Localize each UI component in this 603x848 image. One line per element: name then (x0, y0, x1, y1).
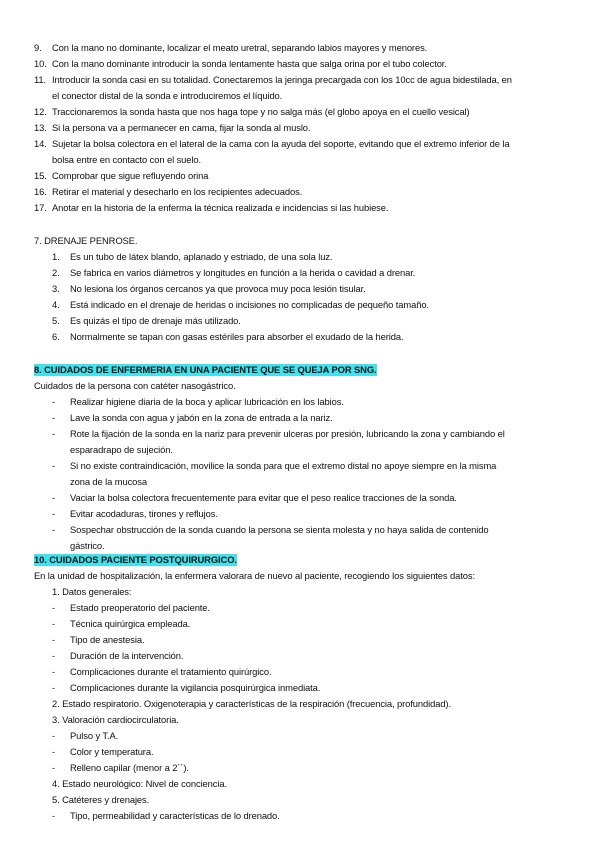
bullet: - (52, 634, 56, 645)
bullet-text: Duración de la intervención. (70, 650, 184, 661)
list-number: 3. (52, 283, 60, 294)
bullet-text: Relleno capilar (menor a 2´´). (70, 762, 189, 773)
group-title: 2. Estado respiratorio. Oxigenoterapia y características de la respiración (frecuencia, profundidad). (52, 698, 451, 709)
step-text: Con la mano no dominante, localizar el meato uretral, separando labios mayores y menores. (52, 42, 428, 53)
bullet: - (52, 508, 56, 519)
bullet-text: Vaciar la bolsa colectora frecuentemente para evitar que el peso realice tracciones de la sonda. (70, 492, 457, 503)
list-text: Es un tubo de látex blando, aplanado y estriado, de una sola luz. (70, 251, 333, 262)
step-number: 10. (34, 58, 47, 69)
bullet-text: Color y temperatura. (70, 746, 154, 757)
list-number: 1. (52, 251, 60, 262)
bullet: - (52, 602, 56, 613)
list-number: 5. (52, 315, 60, 326)
step-number: 13. (34, 122, 47, 133)
list-text: Está indicado en el drenaje de heridas o incisiones no complicadas de pequeño tamaño. (70, 299, 429, 310)
list-text: Es quizás el tipo de drenaje más utilizado. (70, 315, 241, 326)
group-title: 1. Datos generales: (52, 586, 132, 597)
bullet-text: Tipo, permeabilidad y características de lo drenado. (70, 810, 280, 821)
bullet: - (52, 762, 56, 773)
step-number: 17. (34, 202, 47, 213)
list-text: No lesiona los órganos cercanos ya que provoca muy poca lesión tisular. (70, 283, 366, 294)
bullet-text: gástrico. (70, 540, 105, 551)
bullet-text: Complicaciones durante la vigilancia posquirúrgica inmediata. (70, 682, 321, 693)
step-number: 16. (34, 186, 47, 197)
section-heading: 8. CUIDADOS DE ENFERMERIA EN UNA PACIENTE QUE SE QUEJA POR SNG. (34, 364, 377, 375)
group-title: 3. Valoración cardiocirculatoria. (52, 714, 179, 725)
bullet-text: Evitar acodaduras, tirones y reflujos. (70, 508, 218, 519)
bullet: - (52, 810, 56, 821)
bullet: - (52, 618, 56, 629)
section-intro: En la unidad de hospitalización, la enfermera valorara de nuevo al paciente, recogiendo los siguientes datos: (34, 570, 475, 581)
step-text: bolsa entre en contacto con el suelo. (52, 154, 202, 165)
bullet-text: Complicaciones durante el tratamiento quirúrgico. (70, 666, 272, 677)
bullet-text: Rote la fijación de la sonda en la nariz para prevenir ulceras por presión, lubricando la zona y cambiando el (70, 428, 505, 439)
bullet-text: Realizar higiene diaria de la boca y aplicar lubricación en los labios. (70, 396, 344, 407)
bullet: - (52, 492, 56, 503)
bullet-text: zona de la mucosa (70, 476, 147, 487)
bullet-text: Técnica quirúrgica empleada. (70, 618, 191, 629)
step-text: Comprobar que sigue refluyendo orina (52, 170, 209, 181)
bullet: - (52, 428, 56, 439)
step-text: Si la persona va a permanecer en cama, fijar la sonda al muslo. (52, 122, 311, 133)
list-number: 6. (52, 331, 60, 342)
list-number: 4. (52, 299, 60, 310)
bullet-text: Sospechar obstrucción de la sonda cuando la persona se sienta molesta y no haya salida de contenido (70, 524, 489, 535)
bullet-text: esparadrapo de sujeción. (70, 444, 173, 455)
step-text: Traccionaremos la sonda hasta que nos haga tope y no salga más (el globo apoya en el cuello vesical) (52, 106, 470, 117)
section-heading: 10. CUIDADOS PACIENTE POSTQUIRURGICO. (34, 554, 237, 565)
section-heading: 7. DRENAJE PENROSE. (34, 235, 138, 246)
bullet: - (52, 396, 56, 407)
bullet: - (52, 412, 56, 423)
step-text: Sujetar la bolsa colectora en el lateral de la cama con la ayuda del soporte, evitando que el extremo inferior de la (52, 138, 510, 149)
step-number: 11. (34, 74, 47, 85)
bullet-text: Pulso y T.A. (70, 730, 119, 741)
step-number: 12. (34, 106, 47, 117)
bullet: - (52, 666, 56, 677)
step-number: 15. (34, 170, 47, 181)
bullet-text: Si no existe contraindicación, movilice la sonda para que el extremo distal no apoye siempre en la misma (70, 460, 497, 471)
group-title: 5. Catéteres y drenajes. (52, 794, 150, 805)
bullet-text: Estado preoperatorio del paciente. (70, 602, 210, 613)
bullet: - (52, 650, 56, 661)
bullet: - (52, 524, 56, 535)
list-text: Se fabrica en varios diámetros y longitudes en función a la herida o cavidad a drenar. (70, 267, 416, 278)
bullet: - (52, 460, 56, 471)
step-text: el conector distal de la sonda e introduciremos el líquido. (52, 90, 283, 101)
list-number: 2. (52, 267, 60, 278)
section-intro: Cuidados de la persona con catéter nasogástrico. (34, 380, 236, 391)
step-number: 14. (34, 138, 47, 149)
step-text: Introducir la sonda casi en su totalidad. Conectaremos la jeringa precargada con los 10cc de agua bidestilada, en (52, 74, 512, 85)
step-text: Anotar en la historia de la enferma la técnica realizada e incidencias si las hubiese. (52, 202, 389, 213)
bullet: - (52, 682, 56, 693)
bullet-text: Lave la sonda con agua y jabón en la zona de entrada a la nariz. (70, 412, 333, 423)
bullet: - (52, 730, 56, 741)
step-text: Con la mano dominante introducir la sonda lentamente hasta que salga orina por el tubo colector. (52, 58, 447, 69)
step-text: Retirar el material y desecharlo en los recipientes adecuados. (52, 186, 303, 197)
step-number: 9. (34, 42, 42, 53)
list-text: Normalmente se tapan con gasas estériles para absorber el exudado de la herida. (70, 331, 404, 342)
bullet-text: Tipo de anestesia. (70, 634, 145, 645)
group-title: 4. Estado neurológico: Nivel de conciencia. (52, 778, 227, 789)
bullet: - (52, 746, 56, 757)
